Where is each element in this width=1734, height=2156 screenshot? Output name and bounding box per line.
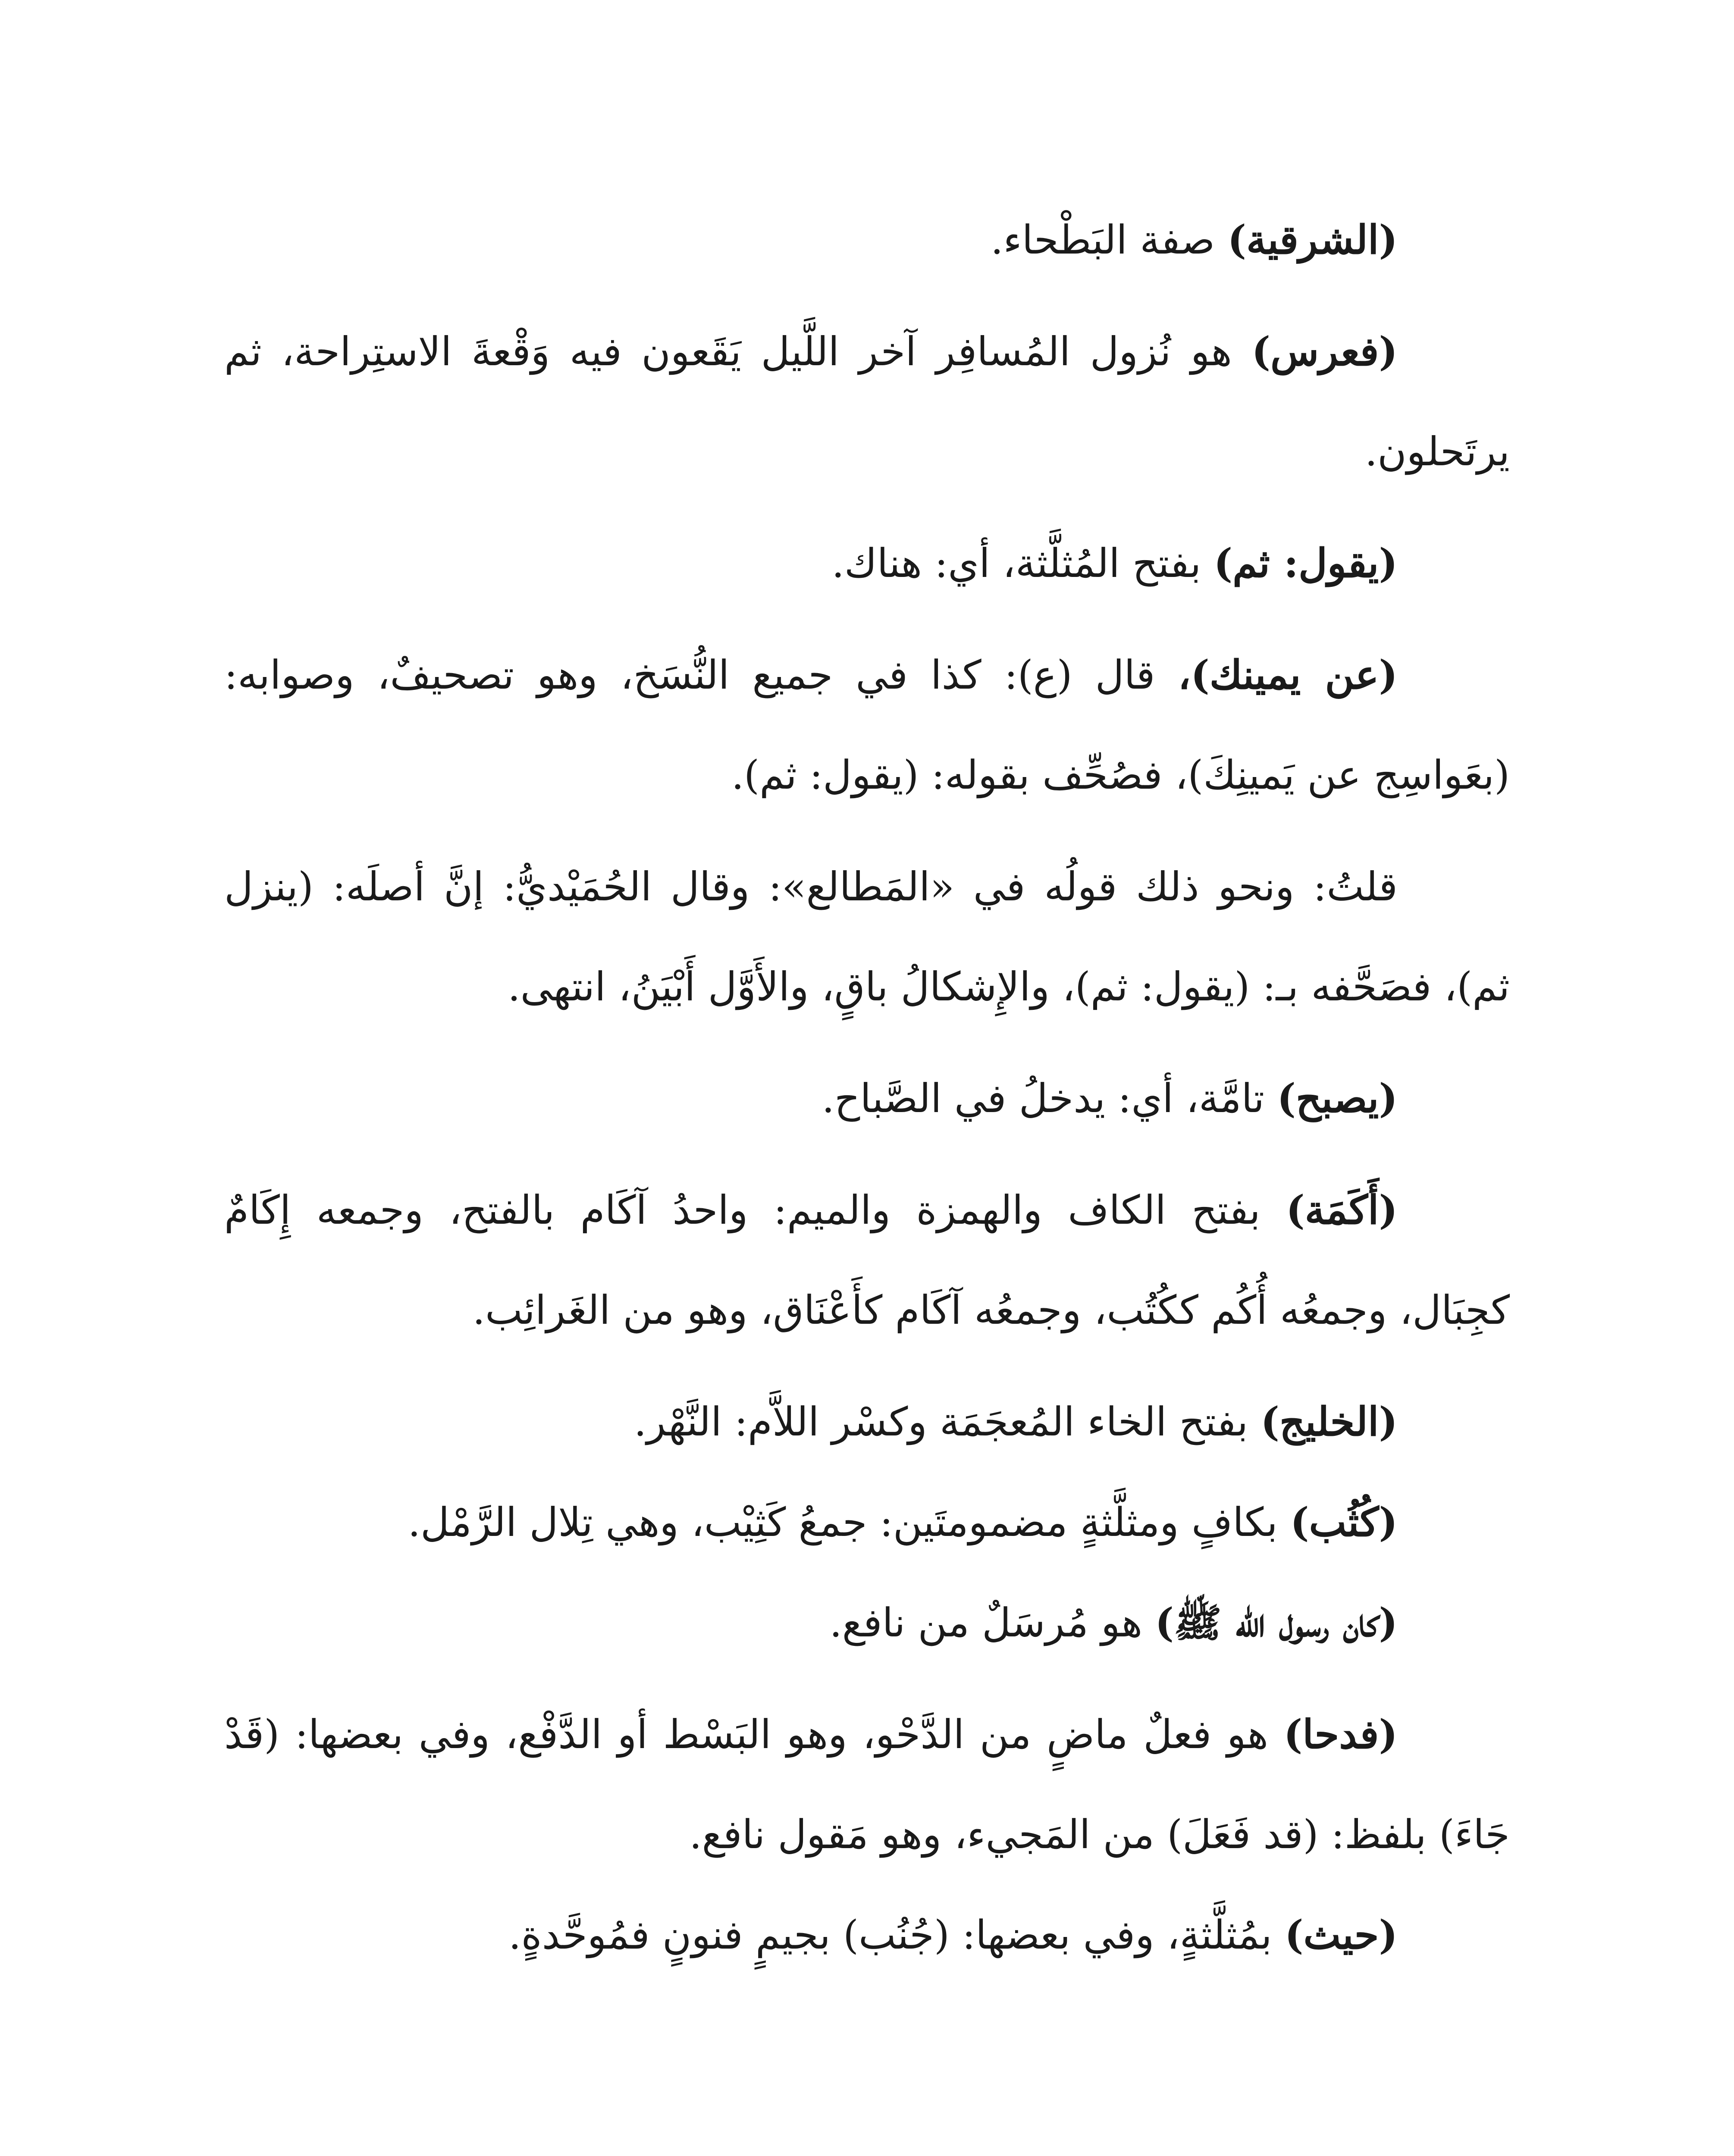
entry-term: (يصبح): [1277, 1075, 1398, 1122]
entry-term: (فعرس): [1251, 328, 1398, 375]
entry-term: (الخليج): [1261, 1398, 1398, 1445]
paragraph-4: [224, 625, 1510, 825]
entry-term: (عن يمينك)،: [1178, 652, 1398, 698]
entry-text: بمُثلَّثةٍ، وفي بعضها: (جُنُب) بجيمٍ فنونٍ فمُوحَّدةٍ.: [508, 1912, 1285, 1958]
paragraph-11: [224, 1684, 1510, 1885]
entry-term: (حيث): [1284, 1912, 1398, 1958]
paragraph-10: [224, 1573, 1510, 1673]
entry-text: بفتح الخاء المُعجَمَة وكسْر اللاَّم: النَّهْر.: [633, 1399, 1261, 1445]
entry-term: (الشرقية): [1227, 216, 1398, 263]
entry-text: قال (ع): كذا في جميع النُّسَخ، وهو تصحيفٌ، وصوابه: (بعَواسِج عن يَمينِكَ)، فصُحِّف بقوله: (يقول: ثم).: [224, 652, 1510, 798]
paragraph-8: [224, 1372, 1510, 1472]
entry-text: بفتح المُثلَّثة، أي: هناك.: [831, 540, 1214, 586]
paragraph-6: [224, 1048, 1510, 1149]
paragraph-1: [224, 190, 1510, 290]
entry-text: بفتح الكاف والهمزة والميم: واحدُ آكَام بالفتح، وجمعه إِكَامٌ كجِبَال، وجمعُه أُكُم ككُتُب، وجمعُه آكَام كأَعْنَاق، وهو من الغَرائِب.: [224, 1187, 1510, 1333]
entry-text: هو نُزول المُسافِر آخر اللَّيل يَقَعون فيه وَقْعةَ الاستِراحة، ثم يرتَحلون.: [224, 329, 1510, 475]
entry-term: (كان رسول الله ﷺ): [1155, 1599, 1398, 1646]
entry-text: هو فعلٌ ماضٍ من الدَّحْو، وهو البَسْط أو الدَّفْع، وفي بعضها: (قَدْ جَاءَ) بلفظ: (قد فَعَلَ) من المَجيء، وهو مَقول نافع.: [224, 1711, 1510, 1858]
paragraph-7: [224, 1160, 1510, 1360]
entry-text: بكافٍ ومثلَّثةٍ مضمومتَين: جمعُ كَثِيْب، وهي تِلال الرَّمْل.: [408, 1499, 1291, 1545]
entry-text: صفة البَطْحاء.: [991, 217, 1228, 263]
entry-text: هو مُرسَلٌ من نافع.: [829, 1600, 1155, 1646]
paragraph-5: [224, 837, 1510, 1037]
entry-text: تامَّة، أي: يدخلُ في الصَّباح.: [822, 1075, 1277, 1122]
paragraph-3: [224, 513, 1510, 614]
entry-text: قلتُ: ونحو ذلك قولُه في «المَطالع»: وقال الحُمَيْديُّ: إنَّ أصلَه: (ينزل ثم)، فصَحَّفه بـ: (يقول: ثم)، والإِشكالُ باقٍ، والأَوَّل أَبْيَنُ، انتهى.: [224, 864, 1510, 1010]
paragraph-2: [224, 301, 1510, 502]
entry-term: (يقول: ثم): [1213, 540, 1398, 586]
commentary-text: [224, 190, 1510, 1985]
entry-term: (فدحا): [1283, 1711, 1398, 1758]
entry-term: (كُثُب): [1290, 1499, 1398, 1545]
entry-term: (أَكَمَة): [1286, 1187, 1398, 1233]
paragraph-9: [224, 1472, 1510, 1573]
paragraph-12: [224, 1885, 1510, 1985]
